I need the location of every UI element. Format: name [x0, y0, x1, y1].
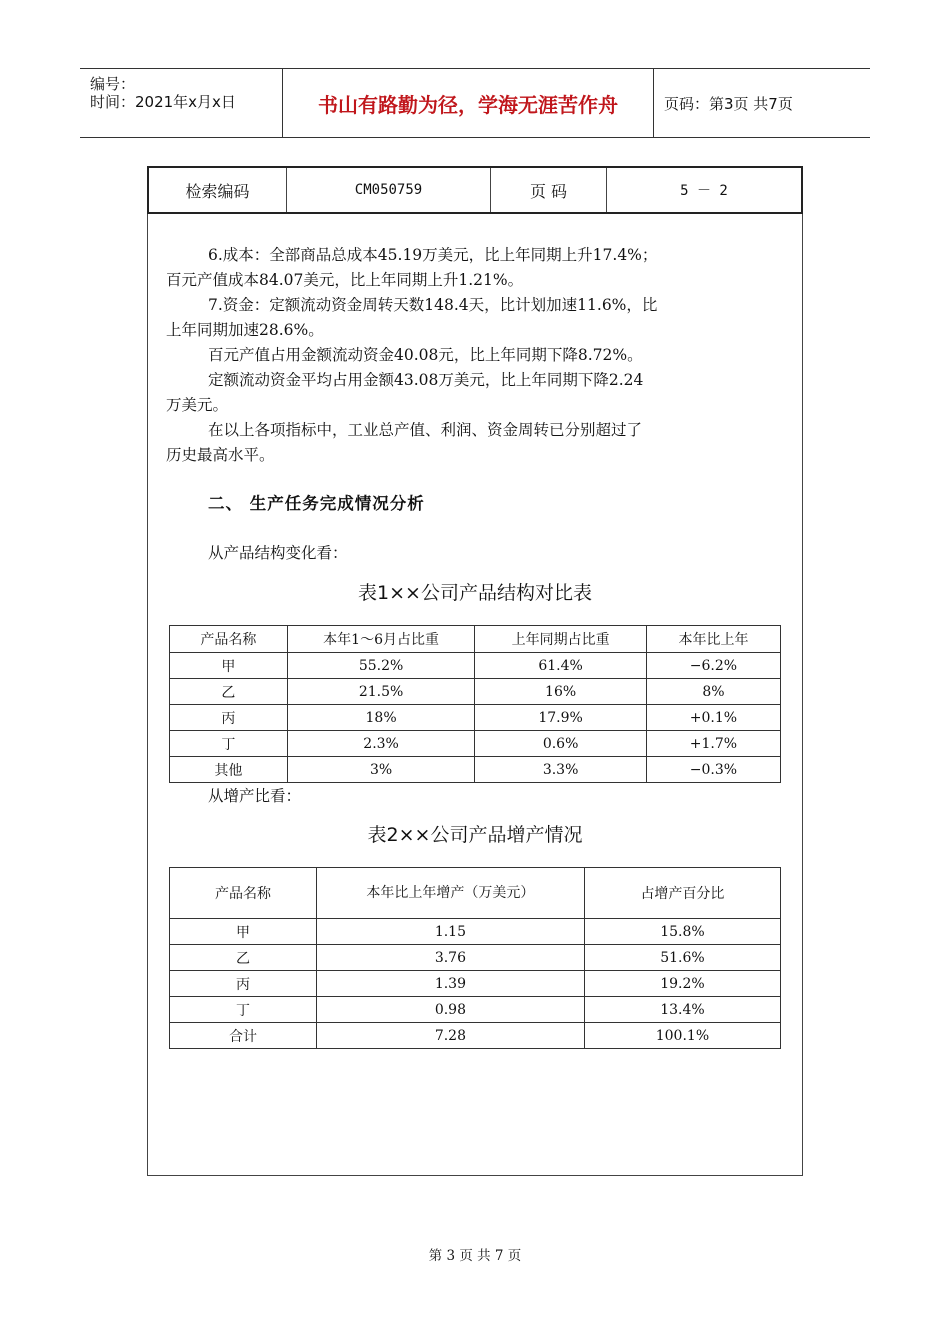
paragraph-line: 百元产值成本84.07美元，比上年同期上升1.21%。	[166, 271, 524, 289]
table2	[169, 867, 781, 1049]
paragraph-line: 6.成本：全部商品总成本45.19万美元，比上年同期上升17.4%；	[208, 246, 658, 264]
table-cell: 17.9%	[475, 705, 647, 731]
table-cell: 3.76	[316, 945, 584, 971]
table-cell: 1.39	[316, 971, 584, 997]
table1-header-cell: 本年比上年	[646, 626, 780, 653]
paragraph-line: 定额流动资金平均占用金额43.08万美元，比上年同期下降2.24	[208, 371, 644, 389]
table-cell: +1.7%	[646, 731, 780, 757]
paragraph-line: 在以上各项指标中，工业总产值、利润、资金周转已分别超过了	[208, 421, 643, 439]
paragraph-line: 上年同期加速28.6%。	[166, 321, 324, 339]
table-cell: 丙	[170, 971, 317, 997]
table-row	[170, 997, 781, 1023]
paragraph-line: 百元产值占用金额流动资金40.08元，比上年同期下降8.72%。	[208, 346, 643, 364]
table1-header-cell: 本年1～6月占比重	[287, 626, 474, 653]
table-cell: 3%	[287, 757, 474, 783]
table-cell: 合计	[170, 1023, 317, 1049]
table-cell: 55.2%	[287, 653, 474, 679]
id-row	[147, 166, 803, 214]
table-cell: 2.3%	[287, 731, 474, 757]
page-footer: 第 3 页 共 7 页	[428, 1248, 522, 1264]
table1-header-cell: 产品名称	[170, 626, 288, 653]
body-text	[166, 243, 786, 468]
table-cell: 8%	[646, 679, 780, 705]
table1-intro: 从产品结构变化看：	[208, 544, 348, 562]
table-cell: 3.3%	[475, 757, 647, 783]
page-value: 5 － 2	[680, 183, 728, 199]
table-row	[170, 971, 781, 997]
document-header	[80, 68, 870, 138]
table-cell: 0.6%	[475, 731, 647, 757]
table-row	[170, 1023, 781, 1049]
table-cell: 19.2%	[584, 971, 780, 997]
header-meta-cell	[80, 69, 283, 137]
table-cell: 13.4%	[584, 997, 780, 1023]
section-title: 二、 生产任务完成情况分析	[208, 494, 425, 513]
table-row	[170, 757, 781, 783]
table-cell: 100.1%	[584, 1023, 780, 1049]
date-label: 时间：2021年x月x日	[90, 93, 236, 111]
table2-header-cell: 产品名称	[170, 868, 317, 919]
table-cell: 乙	[170, 945, 317, 971]
table-row	[170, 945, 781, 971]
table-cell: 其他	[170, 757, 288, 783]
table-row	[170, 679, 781, 705]
table-cell: 51.6%	[584, 945, 780, 971]
table2-header-cell: 占增产百分比	[584, 868, 780, 919]
header-page-cell	[654, 69, 870, 137]
table-cell: 丁	[170, 731, 288, 757]
page-info: 页码：第3页 共7页	[664, 94, 793, 113]
table1-title: 表1××公司产品结构对比表	[358, 582, 592, 604]
table-cell: −6.2%	[646, 653, 780, 679]
table-row	[170, 705, 781, 731]
table-cell: 丙	[170, 705, 288, 731]
table-cell: 16%	[475, 679, 647, 705]
header-slogan-cell	[283, 69, 654, 137]
table-cell: 乙	[170, 679, 288, 705]
code-label: 检索编码	[149, 168, 287, 212]
table-cell: −0.3%	[646, 757, 780, 783]
table-cell: +0.1%	[646, 705, 780, 731]
table-cell: 1.15	[316, 919, 584, 945]
number-label: 编号：	[90, 75, 136, 93]
table-row	[170, 653, 781, 679]
table1-header-cell: 上年同期占比重	[475, 626, 647, 653]
table-cell: 18%	[287, 705, 474, 731]
table2-title: 表2××公司产品增产情况	[367, 824, 583, 846]
paragraph-line: 万美元。	[166, 396, 229, 414]
table-cell: 7.28	[316, 1023, 584, 1049]
table-cell: 21.5%	[287, 679, 474, 705]
table2-header-row	[170, 868, 781, 919]
table-cell: 61.4%	[475, 653, 647, 679]
table2-intro: 从增产比看：	[208, 787, 302, 805]
table-cell: 丁	[170, 997, 317, 1023]
table-row	[170, 731, 781, 757]
paragraph-line: 7.资金：定额流动资金周转天数148.4天，比计划加速11.6%，比	[208, 296, 658, 314]
table-row	[170, 919, 781, 945]
code-value: CM050759	[287, 168, 491, 212]
table-cell: 0.98	[316, 997, 584, 1023]
paragraph-line: 历史最高水平。	[166, 446, 275, 464]
page-label: 页 码	[491, 168, 607, 212]
table-cell: 甲	[170, 919, 317, 945]
table1	[169, 625, 781, 783]
table2-header-cell: 本年比上年增产（万美元）	[316, 868, 584, 919]
table-cell: 甲	[170, 653, 288, 679]
table-cell: 15.8%	[584, 919, 780, 945]
table1-header-row	[170, 626, 781, 653]
slogan-text: 书山有路勤为径，学海无涯苦作舟	[318, 92, 618, 117]
